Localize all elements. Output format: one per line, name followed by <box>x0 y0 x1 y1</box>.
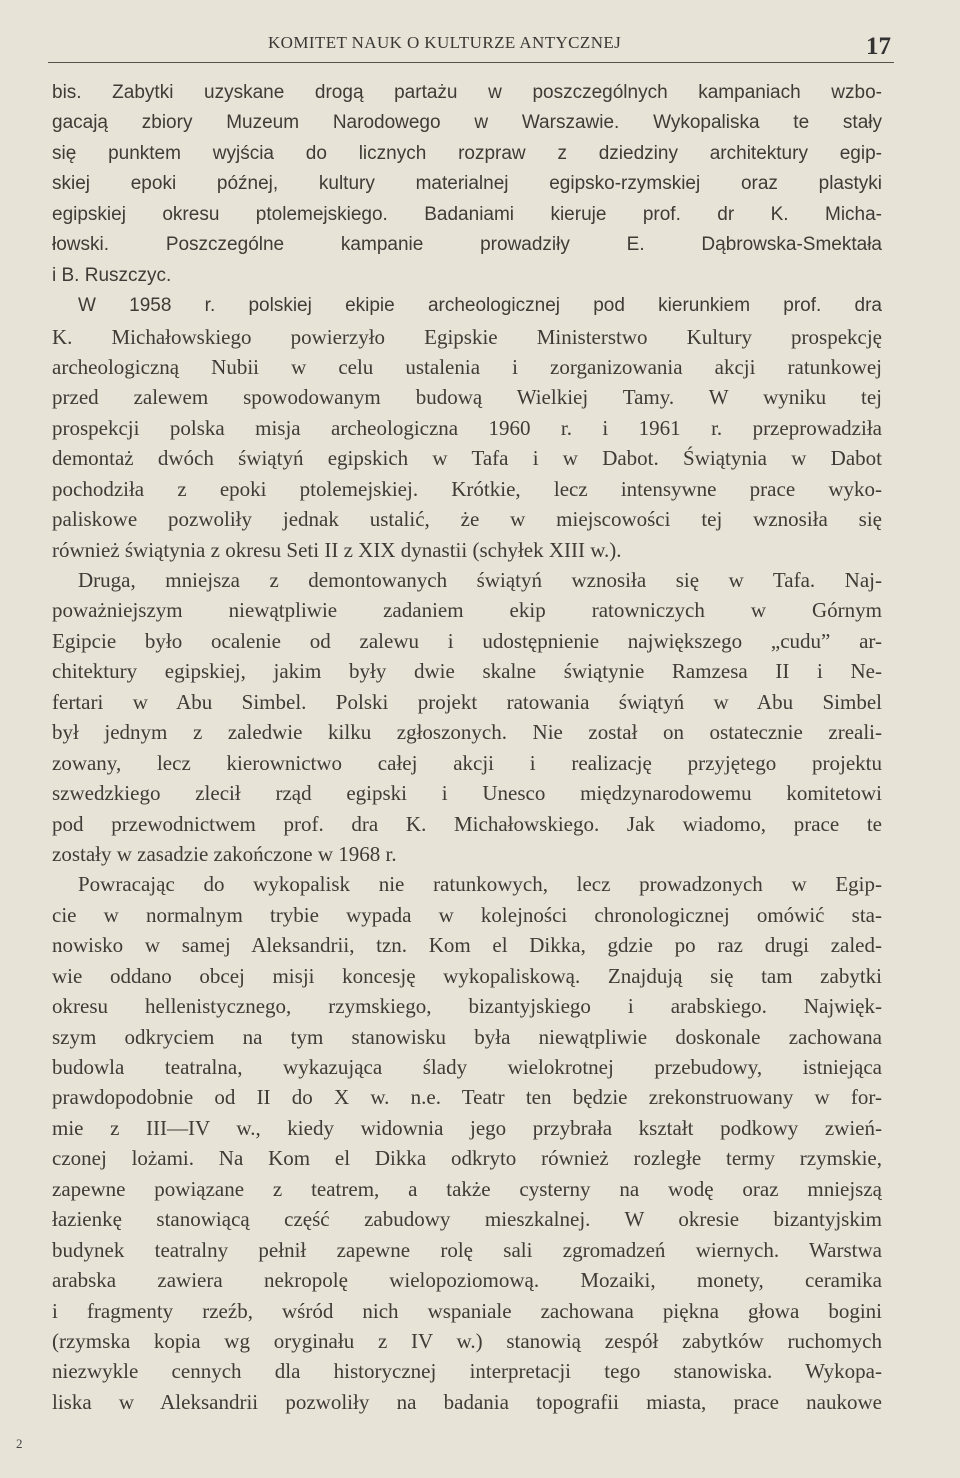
text-line: paliskowe pozwoliły jednak ustalić, że w miejscowości tej wznosiła się <box>52 507 882 532</box>
text-line: czonej lożami. Na Kom el Dikka odkryto również rozległe termy rzymskie, <box>52 1146 882 1171</box>
text-line: się punktem wyjścia do licznych rozpraw z dziedziny architektury egip- <box>52 142 882 164</box>
text-line: i B. Ruszczyc. <box>52 264 172 286</box>
text-line: szwedzkiego zlecił rząd egipski i Unesco międzynarodowemu komitetowi <box>52 781 882 806</box>
text-line: niezwykle cennych dla historycznej interpretacji tego stanowiska. Wykopa- <box>52 1359 882 1384</box>
text-line: łazienkę stanowiącą część zabudowy mieszkalnej. W okresie bizantyjskim <box>52 1207 882 1232</box>
body-text <box>52 78 882 1417</box>
text-line: Powracając do wykopalisk nie ratunkowych, lecz prowadzonych w Egip- <box>78 872 882 897</box>
text-line: nowisko w samej Aleksandrii, tzn. Kom el Dikka, gdzie po raz drugi zaled- <box>52 933 882 958</box>
text-line: i fragmenty rzeźb, wśród nich wspaniale zachowana piękna głowa bogini <box>52 1298 882 1323</box>
text-line: był jednym z zaledwie kilku zgłoszonych. Nie został on ostatecznie zreali- <box>52 720 882 745</box>
text-line: fertari w Abu Simbel. Polski projekt ratowania świątyń w Abu Simbel <box>52 689 882 714</box>
text-line: Egipcie było ocalenie od zalewu i udostępnienie największego „cudu” ar- <box>52 628 882 653</box>
text-line: liska w Aleksandrii pozwoliły na badania topografii miasta, prace naukowe <box>52 1389 882 1414</box>
margin-mark: 2 <box>16 1436 23 1451</box>
text-line: mie z III—IV w., kiedy widownia jego przybrała kształt podkowy zwień- <box>52 1115 882 1140</box>
text-line: K. Michałowskiego powierzyło Egipskie Ministerstwo Kultury prospekcję <box>52 324 882 349</box>
text-line: pochodziła z epoki ptolemejskiej. Krótkie, lecz intensywne prace wyko- <box>52 476 882 501</box>
text-line: okresu hellenistycznego, rzymskiego, bizantyjskiego i arabskiego. Najwięk- <box>52 994 882 1019</box>
header-rule <box>48 62 894 63</box>
text-line: poważniejszym niewątpliwie zadaniem ekip ratowniczych w Górnym <box>52 598 882 623</box>
text-line: pod przewodnictwem prof. dra K. Michałowskiego. Jak wiadomo, prace te <box>52 811 882 836</box>
text-line: egipskiej okresu ptolemejskiego. Badaniami kieruje prof. dr K. Micha- <box>52 203 882 225</box>
text-line: skiej epoki późnej, kultury materialnej egipsko-rzymskiej oraz plastyki <box>52 173 882 195</box>
text-line: budynek teatralny pełnił zapewne rolę sali zgromadzeń wiernych. Warstwa <box>52 1237 882 1262</box>
text-line: archeologiczną Nubii w celu ustalenia i zorganizowania akcji ratunkowej <box>52 354 882 379</box>
text-line: bis. Zabytki uzyskane drogą partażu w poszczególnych kampaniach wzbo- <box>52 82 882 103</box>
text-line: arabska zawiera nekropolę wielopoziomową. Mozaiki, monety, ceramika <box>52 1268 882 1293</box>
text-line: również świątynia z okresu Seti II z XIX dynastii (schyłek XIII w.). <box>52 537 622 562</box>
text-line: zowany, lecz kierownictwo całej akcji i realizację przyjętego projektu <box>52 750 882 775</box>
page-number: 17 <box>866 33 891 60</box>
text-line: cie w normalnym trybie wypada w kolejności chronologicznej omówić sta- <box>52 902 882 927</box>
text-line: Druga, mniejsza z demontowanych świątyń wznosiła się w Tafa. Naj- <box>78 568 882 592</box>
text-line: wie oddano obcej misji koncesję wykopaliskową. Znajdują się tam zabytki <box>52 963 882 988</box>
page-header <box>0 0 960 70</box>
text-line: zostały w zasadzie zakończone w 1968 r. <box>52 841 397 866</box>
text-line: (rzymska kopia wg oryginału z IV w.) stanowią zespół zabytków ruchomych <box>52 1328 882 1353</box>
text-line: demontaż dwóch świątyń egipskich w Tafa i w Dabot. Świątynia w Dabot <box>52 446 882 471</box>
text-line: zapewne powiązane z teatrem, a także cysterny na wodę oraz mniejszą <box>52 1176 882 1201</box>
text-line: chitektury egipskiej, jakim były dwie skalne świątynie Ramzesa II i Ne- <box>52 659 882 684</box>
text-line: przed zalewem spowodowanym budową Wielkiej Tamy. W wyniku tej <box>52 385 882 410</box>
running-head: KOMITET NAUK O KULTURZE ANTYCZNEJ <box>268 33 622 52</box>
text-line: prawdopodobnie od II do X w. n.e. Teatr ten będzie zrekonstruowany w for- <box>52 1085 882 1110</box>
text-line: W 1958 r. polskiej ekipie archeologicznej pod kierunkiem prof. dra <box>78 295 882 317</box>
text-line: łowski. Poszczególne kampanie prowadziły E. Dąbrowska-Smektała <box>52 234 882 256</box>
text-line: gacają zbiory Muzeum Narodowego w Warszawie. Wykopaliska te stały <box>52 112 882 134</box>
text-line: budowla teatralna, wykazująca ślady wielokrotnej przebudowy, istniejąca <box>52 1055 882 1079</box>
text-line: szym odkryciem na tym stanowisku była niewątpliwie doskonale zachowana <box>52 1024 882 1049</box>
text-line: prospekcji polska misja archeologiczna 1960 r. i 1961 r. przeprowadziła <box>52 415 882 440</box>
